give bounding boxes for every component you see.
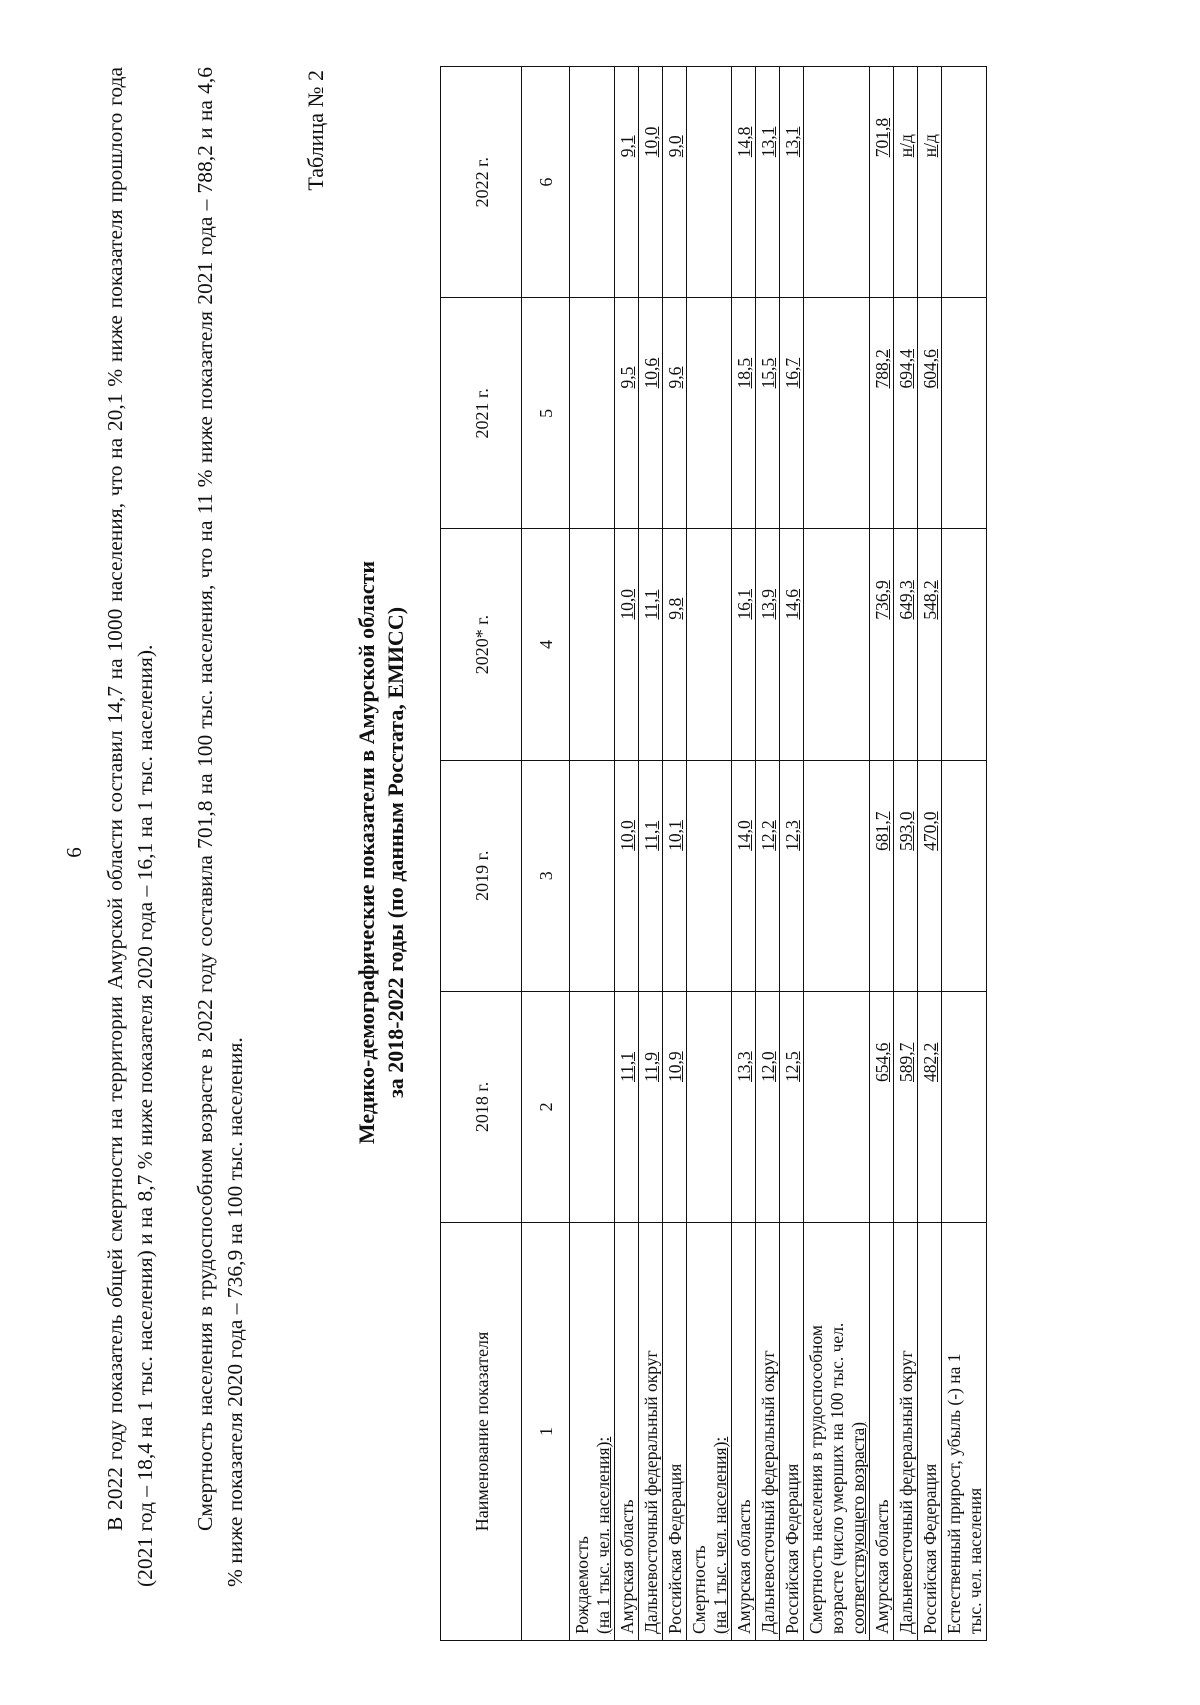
indicator-name-line: (на 1 тыс. чел. населения): xyxy=(710,1436,730,1634)
table-row xyxy=(918,67,942,1641)
indicator-name-line: Российская Федерация xyxy=(920,1463,940,1634)
indicator-value: 10,6 xyxy=(641,357,661,389)
table-header-cell: 2021 г. xyxy=(441,298,522,529)
indicator-value: 11,1 xyxy=(641,820,661,851)
table-header-row xyxy=(441,67,522,1641)
indicator-name-line: Естественный прирост, убыль (-) на 1 xyxy=(944,1353,964,1634)
indicator-value: 11,1 xyxy=(641,589,661,620)
table-column-number: 5 xyxy=(522,298,570,529)
indicator-value-cell xyxy=(570,67,615,298)
indicator-value: 9,8 xyxy=(665,597,685,620)
table-row xyxy=(663,67,687,1641)
indicator-value-cell xyxy=(663,67,687,298)
indicator-value: 10,0 xyxy=(641,126,661,158)
table-row xyxy=(870,67,894,1641)
indicator-value: 482,2 xyxy=(920,1042,940,1082)
indicator-value-cell xyxy=(570,298,615,529)
indicator-value-cell xyxy=(663,991,687,1222)
paragraph-mortality xyxy=(100,67,160,1587)
table-row xyxy=(942,67,987,1641)
indicator-name-line: Российская Федерация xyxy=(782,1463,802,1634)
page-number: 6 xyxy=(62,847,86,858)
indicator-value: 548,2 xyxy=(920,580,940,620)
indicator-value-cell xyxy=(942,298,987,529)
table-row xyxy=(756,67,780,1641)
indicator-value: 589,7 xyxy=(896,1042,916,1082)
indicator-name-line: Дальневосточный федеральный округ xyxy=(641,1350,661,1634)
indicator-value-cell xyxy=(687,67,732,298)
indicator-value-cell xyxy=(942,760,987,991)
indicator-value-cell xyxy=(804,529,870,760)
indicator-name-line: тыс. чел. населения xyxy=(965,1487,985,1634)
paragraph-working-age-mortality xyxy=(190,67,250,1587)
indicator-name-cell xyxy=(804,1223,870,1641)
indicator-value-cell xyxy=(918,991,942,1222)
indicator-value-cell xyxy=(942,529,987,760)
table-row xyxy=(687,67,732,1641)
indicator-value: 9,5 xyxy=(617,366,637,389)
indicator-value-cell xyxy=(804,67,870,298)
indicator-value-cell xyxy=(780,760,804,991)
indicator-value-cell xyxy=(615,529,639,760)
indicator-value-cell xyxy=(780,529,804,760)
indicator-name-line: Смертность населения в трудоспособном xyxy=(806,1325,826,1634)
indicator-value-cell xyxy=(732,991,756,1222)
table-header-cell: 2018 г. xyxy=(441,991,522,1222)
indicator-value: 13,3 xyxy=(734,1051,754,1082)
indicator-value-cell xyxy=(942,991,987,1222)
indicator-value-cell xyxy=(732,67,756,298)
indicator-value: 9,1 xyxy=(617,135,637,158)
indicator-value: 12,5 xyxy=(782,1051,802,1082)
indicator-value: 10,1 xyxy=(665,820,685,851)
indicator-value-cell xyxy=(663,760,687,991)
indicator-value-cell xyxy=(918,760,942,991)
indicator-value-cell xyxy=(615,991,639,1222)
table-column-number: 1 xyxy=(522,1223,570,1641)
indicator-value: 16,1 xyxy=(734,589,754,620)
indicator-value-cell xyxy=(615,298,639,529)
indicator-name-cell xyxy=(870,1223,894,1641)
indicator-value-cell xyxy=(870,529,894,760)
indicator-value: 470,0 xyxy=(920,811,940,851)
indicator-value-cell xyxy=(870,67,894,298)
indicator-name-line: Российская Федерация xyxy=(665,1463,685,1634)
indicator-value-cell xyxy=(756,298,780,529)
indicator-value-cell xyxy=(687,991,732,1222)
indicator-value-cell xyxy=(732,298,756,529)
indicator-value-cell xyxy=(663,529,687,760)
indicator-value-cell xyxy=(639,67,663,298)
indicator-name-cell xyxy=(756,1223,780,1641)
indicator-value-cell xyxy=(918,298,942,529)
indicator-value: 16,7 xyxy=(782,357,802,389)
indicator-name-cell xyxy=(732,1223,756,1641)
table-row xyxy=(780,67,804,1641)
table-header-cell: Наименование показателя xyxy=(441,1223,522,1641)
indicator-value-cell xyxy=(918,67,942,298)
indicator-value: 13,1 xyxy=(758,126,778,158)
indicator-value: н/д xyxy=(920,134,940,158)
indicator-value-cell xyxy=(615,67,639,298)
indicator-value: 12,0 xyxy=(758,1051,778,1082)
indicator-value-cell xyxy=(894,760,918,991)
indicator-value-cell xyxy=(804,760,870,991)
indicator-value-cell xyxy=(756,991,780,1222)
indicator-name-cell xyxy=(780,1223,804,1641)
indicator-value-cell xyxy=(804,298,870,529)
table-header-cell: 2020* г. xyxy=(441,529,522,760)
table-row xyxy=(732,67,756,1641)
indicator-name-line: Амурская область xyxy=(617,1499,637,1634)
indicator-name-line: возрасте (число умерших на 100 тыс. чел. xyxy=(827,1322,847,1634)
indicator-value: 14,0 xyxy=(734,820,754,851)
indicator-value: 10,0 xyxy=(617,589,637,620)
indicator-value: 11,1 xyxy=(617,1052,637,1082)
indicator-name-line: Амурская область xyxy=(734,1499,754,1634)
indicator-value-cell xyxy=(639,991,663,1222)
indicator-value: 694,4 xyxy=(896,349,916,389)
table-header-cell: 2022 г. xyxy=(441,67,522,298)
indicator-value-cell xyxy=(894,529,918,760)
table-column-number: 4 xyxy=(522,529,570,760)
indicator-value-cell xyxy=(870,298,894,529)
indicator-value-cell xyxy=(732,760,756,991)
indicator-value-cell xyxy=(870,760,894,991)
indicator-value-cell xyxy=(615,760,639,991)
indicator-value: 788,2 xyxy=(872,349,892,389)
indicator-name-line: Дальневосточный федеральный округ xyxy=(896,1350,916,1634)
indicator-value-cell xyxy=(780,298,804,529)
table-row xyxy=(615,67,639,1641)
table-header-cell: 2019 г. xyxy=(441,760,522,991)
indicator-value-cell xyxy=(780,991,804,1222)
indicator-value-cell xyxy=(687,298,732,529)
indicator-value-cell xyxy=(687,529,732,760)
indicator-value-cell xyxy=(756,529,780,760)
indicator-value: 649,3 xyxy=(896,580,916,620)
table-row xyxy=(894,67,918,1641)
indicator-value: 12,2 xyxy=(758,820,778,851)
indicator-name-line: соответствующего возраста) xyxy=(848,1421,868,1634)
table-row xyxy=(639,67,663,1641)
demographics-table xyxy=(440,66,987,1641)
indicator-value-cell xyxy=(639,298,663,529)
indicator-value: 10,0 xyxy=(617,820,637,851)
indicator-value: н/д xyxy=(896,134,916,158)
indicator-value-cell xyxy=(894,67,918,298)
indicator-name-cell xyxy=(615,1223,639,1641)
indicator-name-cell xyxy=(639,1223,663,1641)
indicator-value-cell xyxy=(639,529,663,760)
indicator-name-cell xyxy=(687,1223,732,1641)
indicator-value: 12,3 xyxy=(782,820,802,851)
indicator-value-cell xyxy=(870,991,894,1222)
indicator-value: 604,6 xyxy=(920,349,940,389)
indicator-value: 9,6 xyxy=(665,366,685,389)
indicator-name-cell xyxy=(894,1223,918,1641)
indicator-value: 11,9 xyxy=(641,1052,661,1082)
table-column-number: 2 xyxy=(522,991,570,1222)
indicator-name-line: Рождаемость xyxy=(572,1536,592,1634)
table-title-line: за 2018-2022 годы (по данным Росстата, ЕМИСС) xyxy=(383,606,408,1099)
indicator-value: 14,6 xyxy=(782,589,802,620)
table-column-number-row xyxy=(522,67,570,1641)
indicator-value: 10,9 xyxy=(665,1051,685,1082)
indicator-value: 18,5 xyxy=(734,357,754,389)
table-row xyxy=(804,67,870,1641)
indicator-name-line: Амурская область xyxy=(872,1499,892,1634)
table-row xyxy=(570,67,615,1641)
indicator-value: 15,5 xyxy=(758,357,778,389)
table-label: Таблица № 2 xyxy=(303,70,328,191)
indicator-value: 13,1 xyxy=(782,126,802,158)
indicator-value-cell xyxy=(663,298,687,529)
indicator-name-cell xyxy=(570,1223,615,1641)
indicator-value-cell xyxy=(894,298,918,529)
indicator-value-cell xyxy=(756,760,780,991)
paragraph-text: Смертность населения в трудоспособном возрасте в 2022 году составила 701,8 на 100 тыс. населения, что на 11 % ниже показателя 2021 года – 788,2 и на 4,6 % ниже показателя 2020 года – 736,9 на 100 тыс. населения. xyxy=(193,67,247,1587)
indicator-value-cell xyxy=(639,760,663,991)
indicator-name-cell xyxy=(942,1223,987,1641)
table-title xyxy=(352,0,410,1705)
paragraph-text: В 2022 году показатель общей смертности на территории Амурской области составил 14,7 на 1000 населения, что на 20,1 % ниже показателя прошлого года (2021 год – 18,4 на 1 тыс. населения) и на 8,7 % ниже показателя 2020 года – 16,1 на 1 тыс. населения). xyxy=(103,67,157,1587)
indicator-value-cell xyxy=(804,991,870,1222)
indicator-name-cell xyxy=(663,1223,687,1641)
table-title-line: Медико-демографические показатели в Амурской области xyxy=(354,560,379,1145)
indicator-name-line: (на 1 тыс. чел. населения): xyxy=(593,1436,613,1634)
indicator-value: 701,8 xyxy=(872,117,892,158)
table-column-number: 3 xyxy=(522,760,570,991)
indicator-value-cell xyxy=(918,529,942,760)
table-column-number: 6 xyxy=(522,67,570,298)
indicator-value-cell xyxy=(570,529,615,760)
indicator-value: 593,0 xyxy=(896,811,916,851)
indicator-value-cell xyxy=(687,760,732,991)
indicator-value-cell xyxy=(894,991,918,1222)
indicator-value-cell xyxy=(756,67,780,298)
indicator-value-cell xyxy=(942,67,987,298)
indicator-value-cell xyxy=(570,760,615,991)
indicator-value: 681,7 xyxy=(872,811,892,851)
indicator-value-cell xyxy=(570,991,615,1222)
indicator-name-line: Дальневосточный федеральный округ xyxy=(758,1350,778,1634)
indicator-value: 9,0 xyxy=(665,135,685,158)
indicator-value: 736,9 xyxy=(872,580,892,620)
indicator-name-line: Смертность xyxy=(689,1545,709,1634)
indicator-name-cell xyxy=(918,1223,942,1641)
indicator-value: 654,6 xyxy=(872,1042,892,1082)
indicator-value: 13,9 xyxy=(758,589,778,620)
indicator-value-cell xyxy=(780,67,804,298)
indicator-value-cell xyxy=(732,529,756,760)
indicator-value: 14,8 xyxy=(734,126,754,158)
